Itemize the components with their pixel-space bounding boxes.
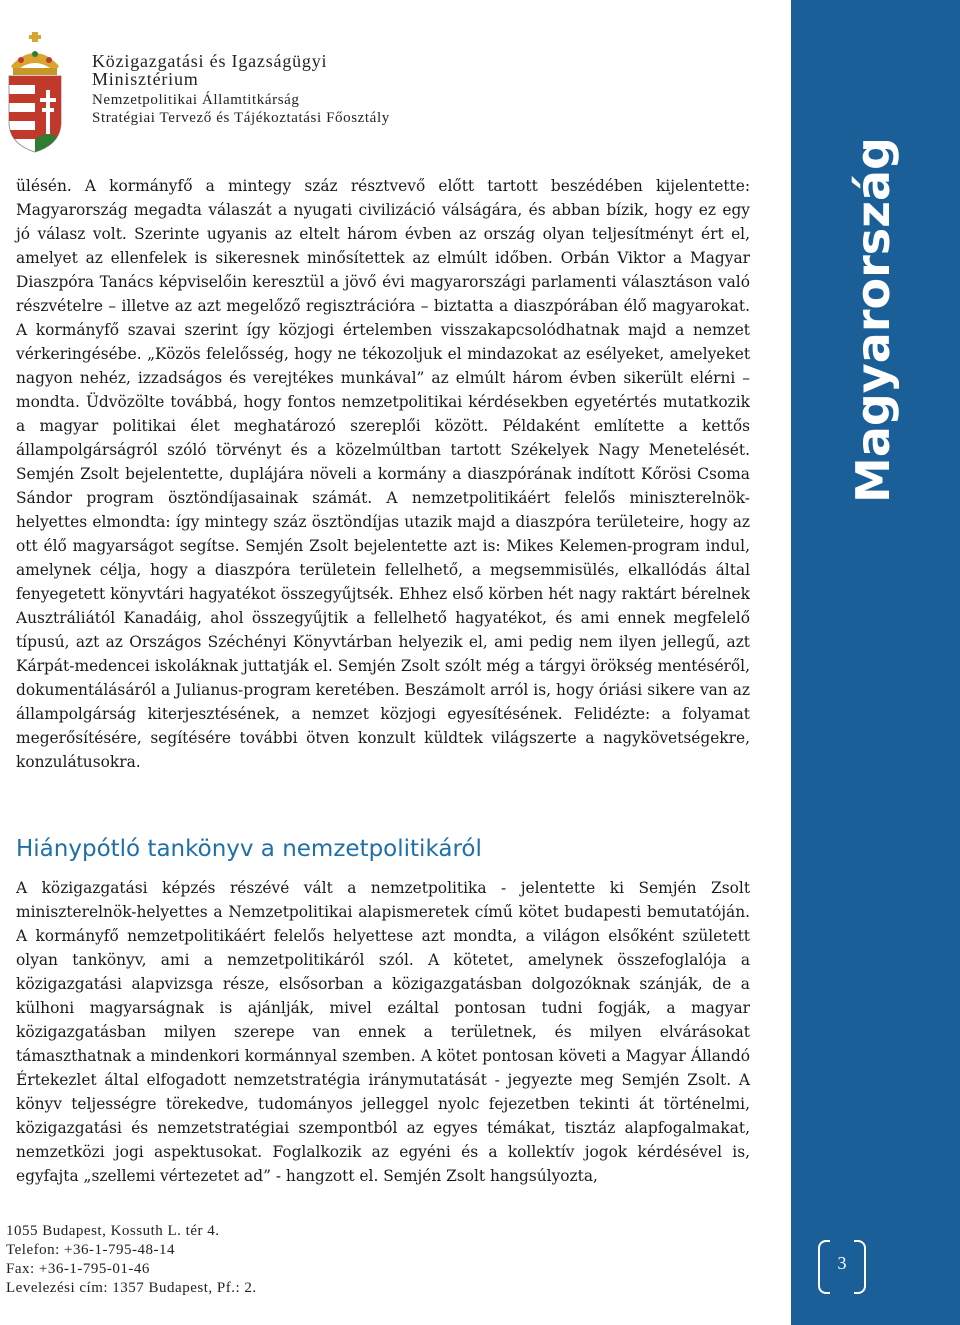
ministry-line-1: Közigazgatási és Igazságügyi xyxy=(92,51,328,71)
article-body xyxy=(16,174,750,774)
ministry-name xyxy=(92,52,390,127)
footer-phone: Telefon: +36-1-795-48-14 xyxy=(6,1242,175,1258)
section-heading: Hiánypótló tankönyv a nemzetpolitikáról xyxy=(16,836,482,862)
article-body-2 xyxy=(16,876,750,1188)
footer-address: 1055 Budapest, Kossuth L. tér 4. xyxy=(6,1223,220,1239)
footer-contact xyxy=(6,1222,257,1298)
page-number: 3 xyxy=(837,1253,847,1273)
ministry-line-4: Stratégiai Tervező és Tájékoztatási Főosztály xyxy=(92,110,390,126)
footer-fax: Fax: +36-1-795-01-46 xyxy=(6,1261,150,1277)
coat-of-arms-icon xyxy=(5,32,65,154)
letterhead xyxy=(0,0,790,160)
page-number-box xyxy=(818,1240,866,1292)
paragraph-1: ülésén. A kormányfő a mintegy száz résztvevő előtt tartott beszédében kijelentette: Magyarország megadta válaszát a nyugati civilizáció válságára, és abban bízik, hogy ez egy jó válasz volt. Szerinte ugyanis az eltelt három évben az ország olyan teljesítményt ért el, amelyet az ellenfelek is sikeresnek minősítettek az elmúlt időben. Orbán Viktor a Magyar Diaszpóra Tanács képviselőin keresztül a jövő évi magyarországi parlamenti választáson való részvételre – illetve az azt megelőző regisztrációra – biztatta a diaszpórában élő magyarokat. A kormányfő szavai szerint így közjogi értelemben visszakapcsolódhatnak majd a nemzet vérkeringésébe. „Közös felelősség, hogy ne tékozoljuk el mindazokat az esélyeket, amelyeket nagyon nehéz, izzadságos és verejtékes munkával” az elmúlt három évben sikerült elérni – mondta. Üdvözölte továbbá, hogy fontos nemzetpolitikai kérdésekben egyetértés mutatkozik a magyar politikai élet meghatározó szereplői között. Példaként említette a kettős állampolgárságról szóló törvényt és a közelmúltban tartott Székelyek Nagy Menetelését. Semjén Zsolt bejelentette, duplájára növeli a kormány a diaszpórának indított Kőrösi Csoma Sándor program ösztöndíjasainak számát. A nemzetpolitikáért felelős miniszterelnök-helyettes elmondta: így mintegy száz ösztöndíjas utazik majd a diaszpóra területeire, hogy az ott élő magyarságot segítse. Semjén Zsolt bejelentette azt is: Mikes Kelemen-program indul, amelynek célja, hogy a diaszpóra területein fellelhető, a megsemmisülés, elkallódás által fenyegetett könyvtári hagyatékot összegyűjtsék. Ehhez első körben hét nagy raktárt bérelnek Ausztráliától Kanadáig, ahol összegyűjtik a fellelhető hagyatékot, és ami ennek megfelelő típusú, azt az Országos Széchényi Könyvtárban helyezik el, ami pedig nem ilyen jellegű, azt Kárpát-medencei iskoláknak juttatják el. Semjén Zsolt szólt még a tárgyi örökség mentéséről, dokumentálásáról a Julianus-program keretében. Beszámolt arról is, hogy óriási sikere van az állampolgárság kiterjesztésének, a nemzet közjogi egyesítésének. Felidézte: a folyamat megerősítésére, segítésére további ötven konzult küldtek világszerte a nagykövetségekre, konzulátusokra. xyxy=(16,177,750,771)
footer-mail: Levelezési cím: 1357 Budapest, Pf.: 2. xyxy=(6,1280,257,1296)
ministry-line-3: Nemzetpolitikai Államtitkárság xyxy=(92,92,300,108)
paragraph-2: A közigazgatási képzés részévé vált a nemzetpolitika - jelentette ki Semjén Zsolt miniszterelnök-helyettes a Nemzetpolitikai alapismeretek című kötet budapesti bemutatóján. A kormányfő nemzetpolitikáért felelős helyettese azt mondta, a világon elsőként született olyan tankönyv, ami a nemzetpolitikáról szól. A kötetet, amelynek összefoglalója a közigazgatási alapvizsga része, elsősorban a közigazgatásban dolgozóknak szánják, de a külhoni magyarságnak is ajánlják, mivel ezáltal pontosan tudni fogják, a magyar közigazgatásban milyen szerepe van ennek a területnek, és milyen elvárásokat támaszthatnak a mindenkori kormánnyal szemben. A kötet pontosan követi a Magyar Állandó Értekezlet által elfogadott nemzetstratégia iránymutatását - jegyezte meg Semjén Zsolt. A könyv teljességre törekedve, tudományos jelleggel nyolc fejezetben tekinti át történelmi, közigazgatási és nemzetstratégiai szempontból az egyes témákat, tisztáz alapfogalmakat, nemzetközi jogi aspektusokat. Foglalkozik az egyéni és a kollektív jogok kérdésével is, egyfajta „szellemi vértezetet ad” - hangzott el. Semjén Zsolt hangsúlyozta, xyxy=(16,879,750,1185)
sidebar-title: Magyarország xyxy=(846,137,900,503)
ministry-line-2: Minisztérium xyxy=(92,69,199,89)
